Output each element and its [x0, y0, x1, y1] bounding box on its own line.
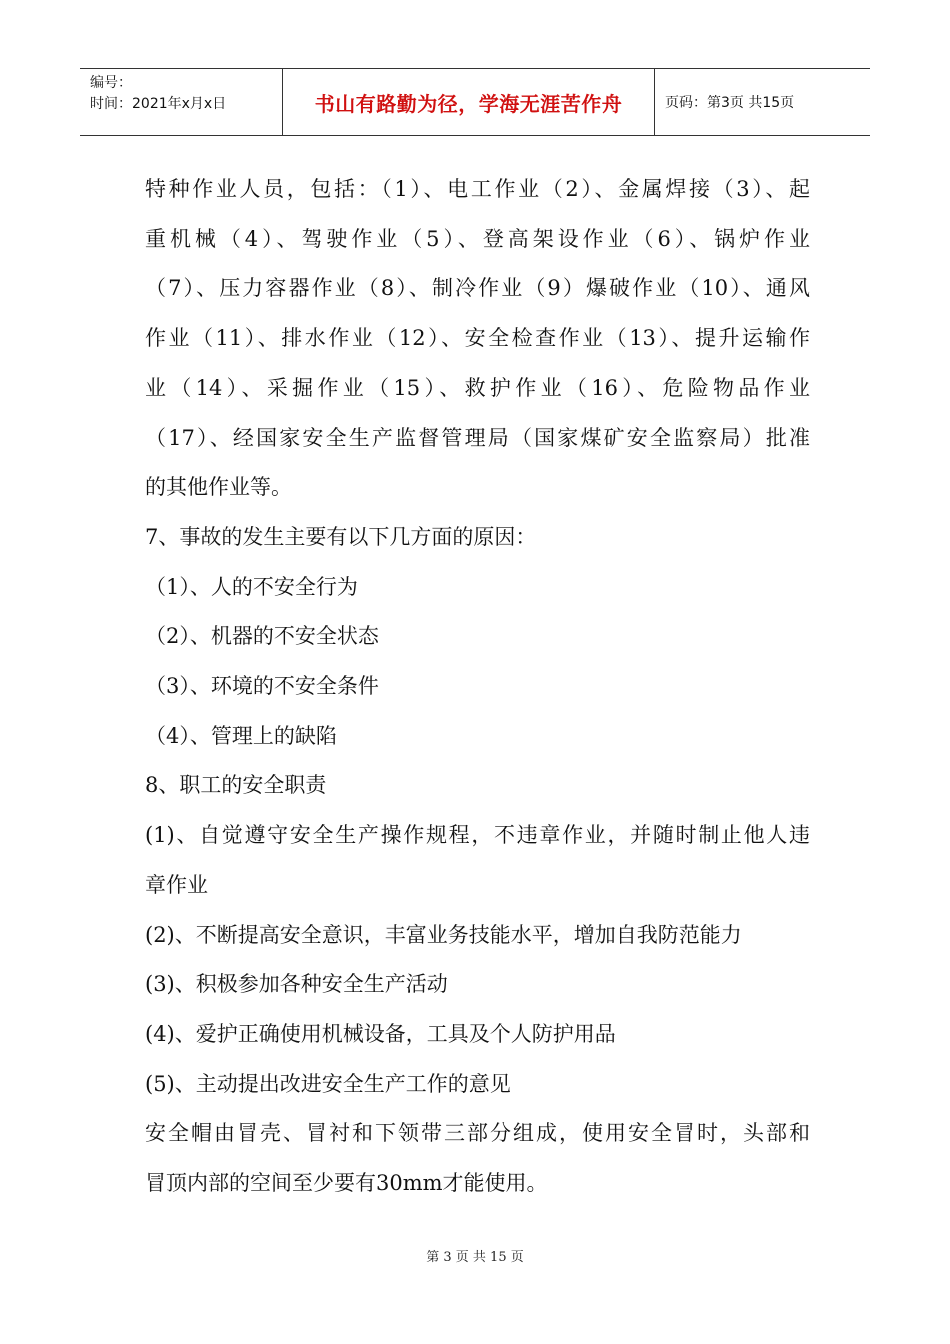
list-item: （1）、人的不安全行为 — [145, 574, 358, 599]
list-item: （4）、管理上的缺陷 — [145, 723, 337, 748]
list-item: (1)、自觉遵守安全生产操作规程，不违章作业，并随时制止他人违 — [145, 823, 810, 848]
list-item: (3)、积极参加各种安全生产活动 — [145, 972, 448, 997]
body-line: （7）、压力容器作业（8）、制冷作业（9）爆破作业（10）、通风 — [145, 276, 810, 301]
document-date: 时间：2021年x月x日 — [90, 96, 227, 112]
list-item: (2)、不断提高安全意识，丰富业务技能水平，增加自我防范能力 — [145, 922, 742, 947]
section-heading: 7、事故的发生主要有以下几方面的原因： — [145, 524, 537, 549]
page-footer: 第 3 页 共 15 页 — [426, 1250, 524, 1265]
header-motto: 书山有路勤为径，学海无涯苦作舟 — [283, 69, 655, 135]
body-line: 特种作业人员，包括：（1）、电工作业（2）、金属焊接（3）、起 — [145, 177, 810, 201]
body-line: 冒顶内部的空间至少要有30mm才能使用。 — [145, 1171, 548, 1196]
list-item: （3）、环境的不安全条件 — [145, 674, 379, 699]
list-item-continuation: 章作业 — [145, 872, 208, 897]
section-heading: 8、职工的安全职责 — [145, 773, 327, 798]
body-line: 业（14）、采掘作业（15）、救护作业（16）、危险物品作业 — [145, 375, 810, 400]
page-header — [80, 68, 870, 136]
list-item: (5)、主动提出改进安全生产工作的意见 — [145, 1071, 511, 1096]
body-line: 安全帽由冒壳、冒衬和下领带三部分组成，使用安全冒时，头部和 — [145, 1121, 810, 1146]
document-number-label: 编号： — [90, 75, 132, 91]
list-item: （2）、机器的不安全状态 — [145, 624, 379, 649]
document-body — [145, 165, 810, 1209]
header-meta — [80, 69, 283, 135]
list-item: (4)、爱护正确使用机械设备，工具及个人防护用品 — [145, 1021, 616, 1046]
body-line: 作业（11）、排水作业（12）、安全检查作业（13）、提升运输作 — [145, 326, 810, 351]
body-line: 的其他作业等。 — [145, 475, 292, 500]
header-page-info: 页码：第3页 共15页 — [665, 95, 795, 111]
body-line: （17）、经国家安全生产监督管理局（国家煤矿安全监察局）批准 — [145, 425, 810, 450]
body-line: 重机械（4）、驾驶作业（5）、登高架设作业（6）、锅炉作业 — [145, 226, 810, 251]
